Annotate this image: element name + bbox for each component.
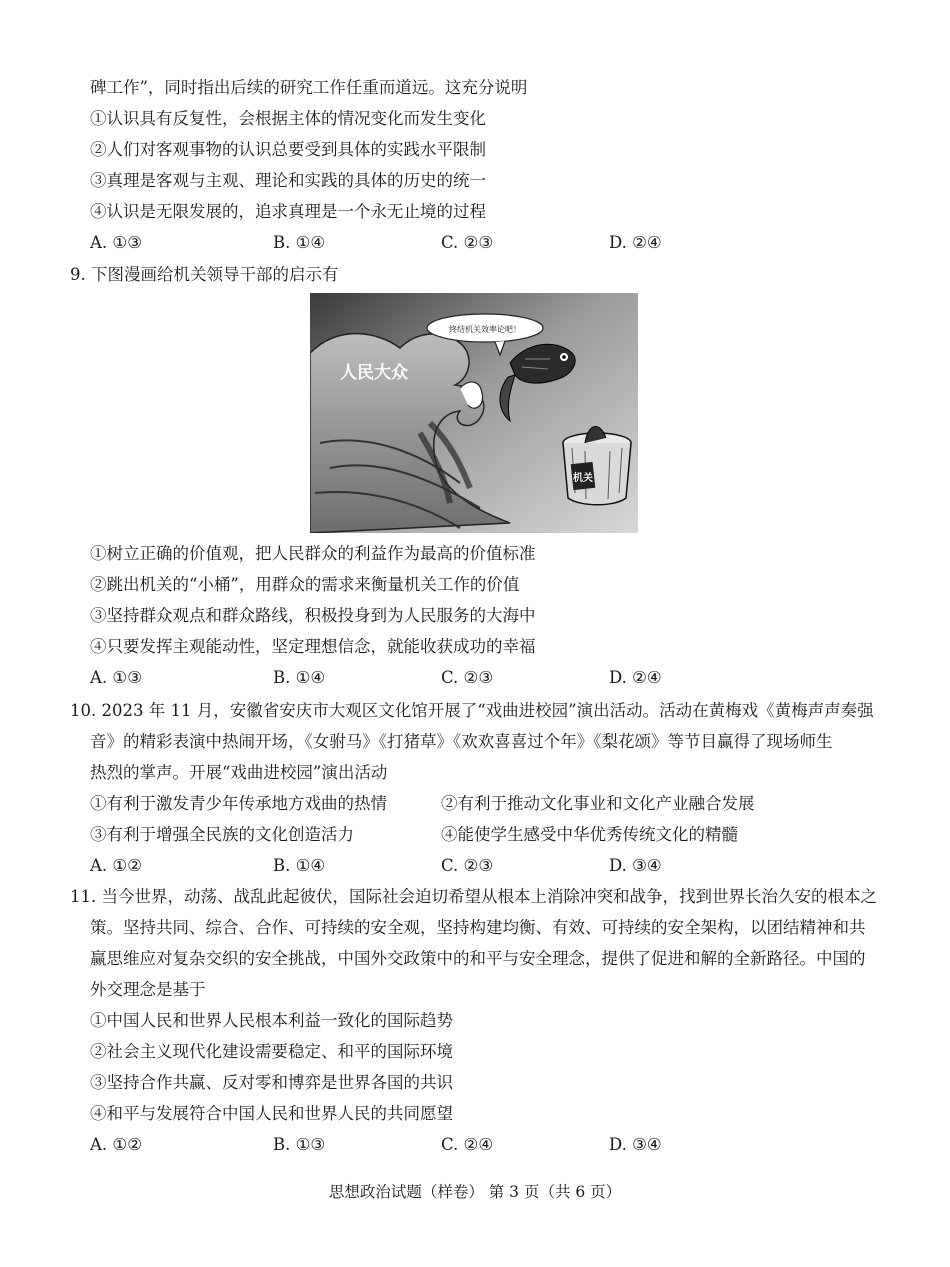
q8-item-3: ③真理是客观与主观、理论和实践的具体的历史的统一 bbox=[90, 171, 486, 190]
q10-option-a: A. ①② bbox=[90, 856, 142, 875]
q10-item-2: ②有利于推动文化事业和文化产业融合发展 bbox=[441, 794, 755, 813]
q9-item-4: ④只要发挥主观能动性，坚定理想信念，就能收获成功的幸福 bbox=[90, 637, 536, 656]
q10-stem-line-1: 10. 2023 年 11 月，安徽省安庆市大观区文化馆开展了“戏曲进校园”演出活动。活动在黄梅戏《黄梅声声奏强 bbox=[70, 701, 874, 720]
q10-option-b: B. ①④ bbox=[273, 856, 326, 875]
q8-item-1: ①认识具有反复性，会根据主体的情况变化而发生变化 bbox=[90, 109, 486, 128]
q11-item-4: ④和平与发展符合中国人民和世界人民的共同愿望 bbox=[90, 1104, 453, 1123]
q8-option-a: A. ①③ bbox=[90, 233, 142, 252]
q8-stem-tail: 碑工作”，同时指出后续的研究工作任重而道远。这充分说明 bbox=[90, 78, 528, 97]
q8-item-4: ④认识是无限发展的，追求真理是一个永无止境的过程 bbox=[90, 202, 486, 221]
q10-option-d: D. ③④ bbox=[609, 856, 662, 875]
q10-stem-line-3: 热烈的掌声。开展“戏曲进校园”演出活动 bbox=[90, 763, 388, 782]
q9-option-b: B. ①④ bbox=[273, 668, 326, 687]
q11-stem-line-1: 11. 当今世界，动荡、战乱此起彼伏，国际社会迫切希望从根本上消除冲突和战争，找到世界长治久安的根本之 bbox=[70, 887, 877, 906]
q10-stem-line-2: 音》的精彩表演中热闹开场，《女驸马》《打猪草》《欢欢喜喜过个年》《梨花颂》等节目赢得了现场师生 bbox=[90, 732, 833, 751]
q11-stem-line-3: 赢思维应对复杂交织的安全挑战，中国外交政策中的和平与安全理念，提供了促进和解的全新路径。中国的 bbox=[90, 949, 866, 968]
q9-stem: 9. 下图漫画给机关领导干部的启示有 bbox=[70, 265, 339, 284]
q11-stem-line-4: 外交理念是基于 bbox=[90, 980, 206, 999]
page-footer: 思想政治试题（样卷） 第 3 页（共 6 页） bbox=[328, 1183, 622, 1201]
q11-option-d: D. ③④ bbox=[609, 1135, 662, 1154]
q11-item-1: ①中国人民和世界人民根本利益一致化的国际趋势 bbox=[90, 1011, 453, 1030]
speech-bubble-text: 终结机关效率论吧！ bbox=[449, 325, 521, 334]
q11-item-2: ②社会主义现代化建设需要稳定、和平的国际环境 bbox=[90, 1042, 453, 1061]
q9-item-2: ②跳出机关的“小桶”，用群众的需求来衡量机关工作的价值 bbox=[90, 575, 520, 594]
q8-option-b: B. ①④ bbox=[273, 233, 326, 252]
q9-item-3: ③坚持群众观点和群众路线，积极投身到为人民服务的大海中 bbox=[90, 606, 536, 625]
q9-item-1: ①树立正确的价值观，把人民群众的利益作为最高的价值标准 bbox=[90, 544, 536, 563]
q9-option-c: C. ②③ bbox=[441, 668, 494, 687]
q10-option-c: C. ②③ bbox=[441, 856, 494, 875]
bucket-label: 机关 bbox=[573, 473, 593, 484]
q9-option-d: D. ②④ bbox=[609, 668, 662, 687]
q11-option-b: B. ①③ bbox=[273, 1135, 326, 1154]
bucket-icon bbox=[563, 427, 631, 505]
wave-label: 人民大众 bbox=[340, 363, 408, 383]
q11-stem-line-2: 策。坚持共同、综合、合作、可持续的安全观，坚持构建均衡、有效、可持续的安全架构，以团结精神和共 bbox=[90, 918, 866, 937]
q8-option-d: D. ②④ bbox=[609, 233, 662, 252]
q11-option-a: A. ①② bbox=[90, 1135, 142, 1154]
q9-option-a: A. ①③ bbox=[90, 668, 142, 687]
q11-option-c: C. ②④ bbox=[441, 1135, 494, 1154]
cartoon-image bbox=[310, 293, 638, 533]
q10-item-1: ①有利于激发青少年传承地方戏曲的热情 bbox=[90, 794, 387, 813]
q11-item-3: ③坚持合作共赢、反对零和博弈是世界各国的共识 bbox=[90, 1073, 453, 1092]
q10-item-3: ③有利于增强全民族的文化创造活力 bbox=[90, 825, 354, 844]
q8-item-2: ②人们对客观事物的认识总要受到具体的实践水平限制 bbox=[90, 140, 486, 159]
q8-option-c: C. ②③ bbox=[441, 233, 494, 252]
q10-item-4: ④能使学生感受中华优秀传统文化的精髓 bbox=[441, 825, 738, 844]
